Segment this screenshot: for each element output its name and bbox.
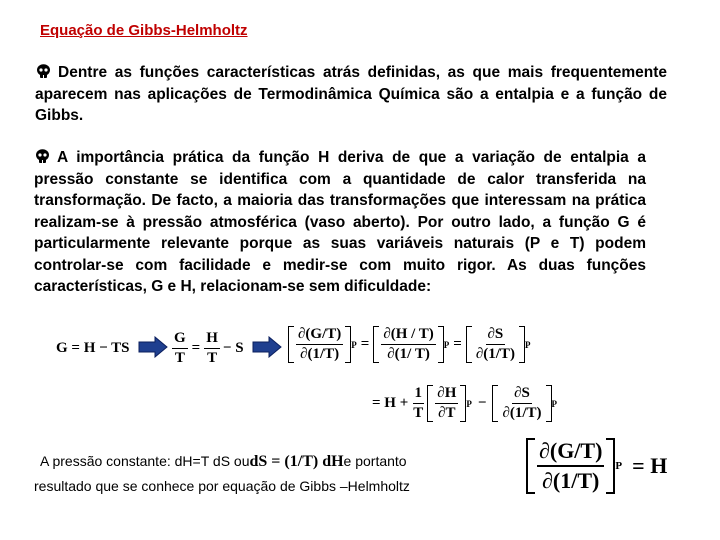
bracket-term xyxy=(466,326,525,363)
paragraph-2-text: A importância prática da função H deriva de que a variação de entalpia a pressão constante se identifica com a quantidade de calor transferida na transformação. De facto, a maioria das transformações que interessam na prática realizam-se à pressão atmosférica (vaso aberto). Por outro lado, a função G é particularmente relevante porque as suas variáveis naturais (P e T) podem controlar-se com facilidade e medir-se com muito rigor. As duas funções características, G e H, relacionam-se sem dificuldade: xyxy=(34,149,646,295)
right-arrow-icon xyxy=(252,336,282,358)
numerator: ∂(G/T) xyxy=(296,326,343,345)
page-title: Equação de Gibbs-Helmholtz xyxy=(40,22,248,39)
denominator: ∂(1/T) xyxy=(542,468,600,493)
denominator: ∂(1/T) xyxy=(300,346,340,362)
equation-h-plus xyxy=(372,385,557,422)
denominator: ∂(1/ T) xyxy=(387,346,430,362)
bracket-term xyxy=(526,438,615,494)
inline-equation: dS = (1/T) dH xyxy=(249,453,344,470)
numerator: ∂S xyxy=(486,326,506,345)
denominator: ∂T xyxy=(438,405,456,421)
right-arrow-icon xyxy=(138,336,168,358)
fraction-h-t xyxy=(204,330,220,367)
subscript-p: P xyxy=(551,398,558,409)
equals-sign: = xyxy=(360,336,370,352)
fraction-g-t xyxy=(172,330,188,367)
denominator: T xyxy=(174,350,185,366)
bracket-term xyxy=(373,326,443,363)
gibbs-helmholtz-equation xyxy=(526,438,667,494)
subscript-p: P xyxy=(466,398,472,409)
subscript-p: P xyxy=(615,460,623,472)
skull-icon xyxy=(35,64,52,79)
paragraph-1-text: Dentre as funções características atrás definidas, as que mais frequentemente aparecem nas aplicações de Termodinâmica Química são a entalpia e a função de Gibbs. xyxy=(35,64,667,124)
denominator: ∂(1/T) xyxy=(475,346,515,362)
subscript-p: P xyxy=(524,339,531,350)
denominator: ∂(1/T) xyxy=(502,405,542,421)
equation-g-h-ts: G = H − TS xyxy=(56,340,130,356)
paragraph-1 xyxy=(35,62,667,127)
equals-h: = H xyxy=(632,453,668,478)
bottom-line-1 xyxy=(40,453,407,471)
equation-g-over-t xyxy=(172,330,244,367)
denominator: T xyxy=(207,350,218,366)
bracket-term xyxy=(427,385,466,422)
skull-icon xyxy=(34,149,51,164)
numerator: ∂H xyxy=(435,385,458,404)
bracket-term xyxy=(492,385,551,422)
subscript-p: P xyxy=(351,339,357,350)
bottom-line-2: resultado que se conhece por equação de Gibbs –Helmholtz xyxy=(34,478,410,494)
fraction-one-t xyxy=(411,385,425,422)
minus-sign: = xyxy=(453,336,462,352)
minus-sign: − xyxy=(477,395,487,411)
bottom-text-b: e portanto xyxy=(343,453,407,469)
numerator: ∂(G/T) xyxy=(537,438,604,467)
numerator: ∂S xyxy=(512,385,532,404)
equation-partial-derivatives xyxy=(288,326,530,363)
minus-s: − S xyxy=(222,340,244,356)
bracket-term xyxy=(288,326,351,363)
paragraph-2 xyxy=(34,147,646,298)
bottom-text-a: A pressão constante: dH=T dS ou xyxy=(40,453,250,469)
numerator: 1 xyxy=(413,385,425,404)
numerator: ∂(H / T) xyxy=(381,326,435,345)
subscript-p: P xyxy=(443,339,450,350)
equals-sign: = xyxy=(191,340,201,356)
numerator: G xyxy=(172,330,188,349)
denominator: T xyxy=(413,405,424,421)
numerator: H xyxy=(204,330,220,349)
equals-h-plus: = H + xyxy=(372,395,409,411)
